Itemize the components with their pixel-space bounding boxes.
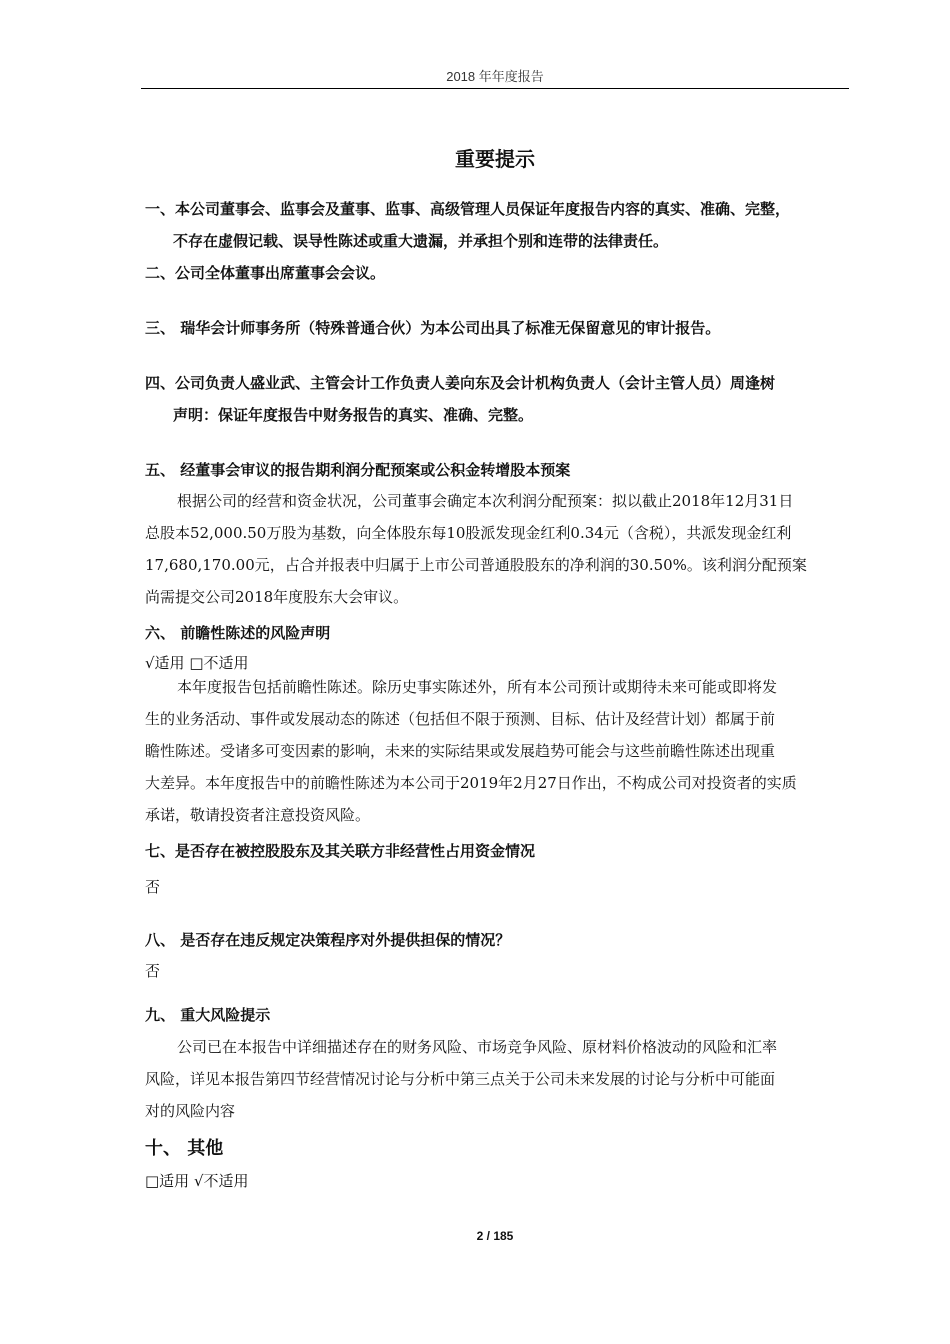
item-3: 三、 瑞华会计师事务所（特殊普通合伙）为本公司出具了标准无保留意见的审计报告。 [145, 319, 721, 337]
running-header: 2018 年年度报告 [446, 69, 544, 84]
item-6-para-line-1: 本年度报告包括前瞻性陈述。除历史事实陈述外，所有本公司预计或期待未来可能或即将发 [177, 678, 778, 696]
item-10-applicability: □适用 √不适用 [145, 1172, 249, 1190]
item-7-answer: 否 [145, 878, 161, 896]
item-9-para-line-3: 对的风险内容 [145, 1102, 236, 1120]
item-5-para-line-2: 总股本52,000.50万股为基数，向全体股东每10股派发现金红利0.34元（含税），共派发现金红利 [145, 524, 792, 542]
header-divider [141, 88, 849, 89]
item-6-applicability: √适用 □不适用 [145, 654, 249, 672]
item-7-heading: 七、是否存在被控股股东及其关联方非经营性占用资金情况 [145, 842, 536, 860]
item-6-heading: 六、 前瞻性陈述的风险声明 [145, 624, 331, 642]
item-6-para-line-2: 生的业务活动、事件或发展动态的陈述（包括但不限于预测、目标、估计及经营计划）都属于前 [145, 710, 776, 728]
item-1-line-1: 一、本公司董事会、监事会及董事、监事、高级管理人员保证年度报告内容的真实、准确、完整， [145, 200, 791, 218]
item-4-line-2: 声明：保证年度报告中财务报告的真实、准确、完整。 [173, 406, 534, 424]
page-number: 2 / 185 [476, 1229, 514, 1243]
item-10-heading: 十、 其他 [145, 1138, 224, 1159]
item-2: 二、公司全体董事出席董事会会议。 [145, 264, 386, 282]
item-4-line-1: 四、公司负责人盛业武、主管会计工作负责人姜向东及会计机构负责人（会计主管人员）周逢树 [145, 374, 776, 392]
item-5-para-line-3: 17,680,170.00元，占合并报表中归属于上市公司普通股股东的净利润的30.50%。该利润分配预案 [145, 556, 807, 574]
item-5-para-line-1: 根据公司的经营和资金状况，公司董事会确定本次利润分配预案：拟以截止2018年12月31日 [177, 492, 794, 510]
item-6-para-line-5: 承诺，敬请投资者注意投资风险。 [145, 806, 371, 824]
item-9-para-line-2: 风险，详见本报告第四节经营情况讨论与分析中第三点关于公司未来发展的讨论与分析中可能面 [145, 1070, 776, 1088]
item-6-para-line-4: 大差异。本年度报告中的前瞻性陈述为本公司于2019年2月27日作出，不构成公司对投资者的实质 [145, 774, 797, 792]
item-5-para-line-4: 尚需提交公司2018年度股东大会审议。 [145, 588, 409, 606]
item-9-para-line-1: 公司已在本报告中详细描述存在的财务风险、市场竞争风险、原材料价格波动的风险和汇率 [177, 1038, 778, 1056]
page-title: 重要提示 [455, 147, 535, 171]
item-9-heading: 九、 重大风险提示 [145, 1006, 271, 1024]
item-5-heading: 五、 经董事会审议的报告期利润分配预案或公积金转增股本预案 [145, 461, 571, 479]
item-8-answer: 否 [145, 962, 161, 980]
item-8-heading: 八、 是否存在违反规定决策程序对外提供担保的情况？ [145, 931, 511, 949]
item-1-line-2: 不存在虚假记载、误导性陈述或重大遗漏，并承担个别和连带的法律责任。 [173, 232, 669, 250]
item-6-para-line-3: 瞻性陈述。受诸多可变因素的影响，未来的实际结果或发展趋势可能会与这些前瞻性陈述出现重 [145, 742, 776, 760]
